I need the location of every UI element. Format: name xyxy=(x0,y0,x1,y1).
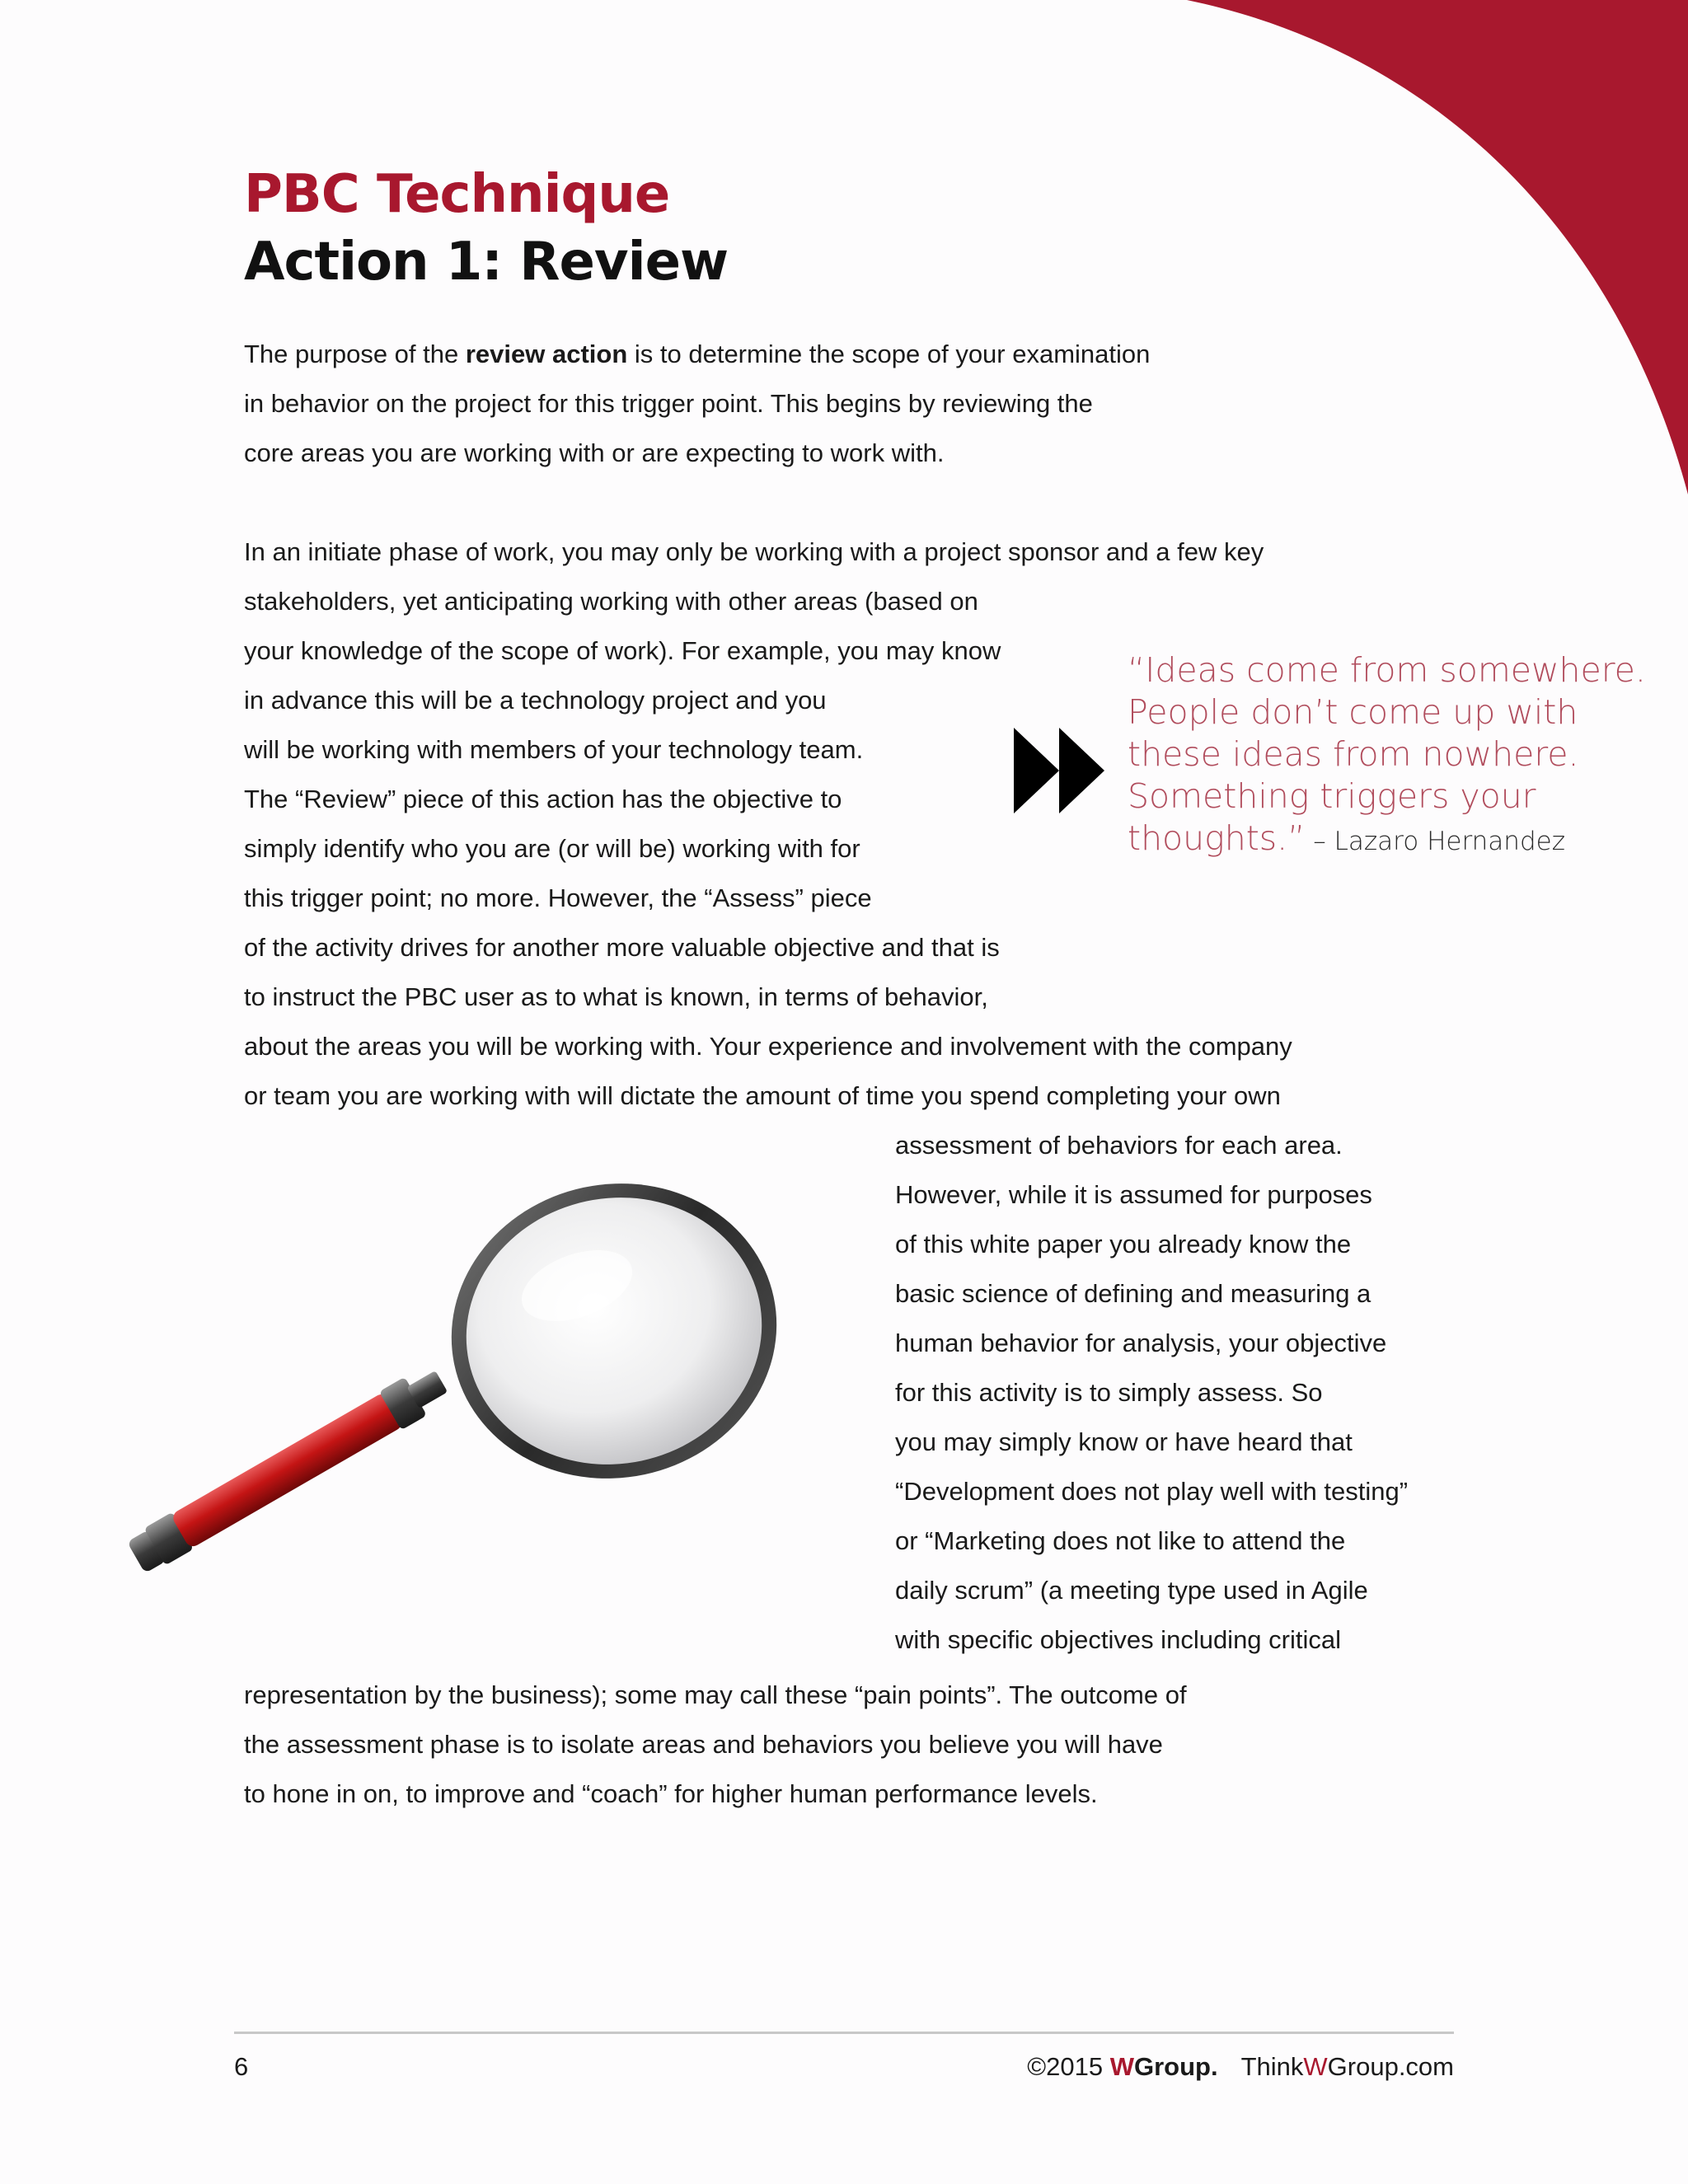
body-paragraph-bottom xyxy=(244,1671,1187,1819)
body-line: “Development does not play well with testing” xyxy=(895,1477,1409,1506)
footer-divider xyxy=(234,2032,1454,2034)
body-line: human behavior for analysis, your objective xyxy=(895,1329,1387,1357)
intro-line: in behavior on the project for this trigger point. This begins by reviewing the xyxy=(244,389,1093,418)
body-line: about the areas you will be working with. Your experience and involvement with the company xyxy=(244,1032,1292,1061)
body-line: this trigger point; no more. However, the “Assess” piece xyxy=(244,883,872,912)
magnifying-glass-icon xyxy=(115,1162,791,1607)
website-link[interactable] xyxy=(1241,2052,1454,2081)
intro-bold-term: review action xyxy=(465,340,628,368)
body-line: the assessment phase is to isolate areas and behaviors you believe you will have xyxy=(244,1730,1163,1759)
quote-line: these ideas from nowhere. xyxy=(1128,734,1579,774)
website-w: W xyxy=(1303,2052,1328,2081)
quote-text: thoughts.” xyxy=(1128,818,1306,858)
body-line: of this white paper you already know the xyxy=(895,1230,1352,1258)
intro-line xyxy=(244,330,1150,379)
body-line: of the activity drives for another more valuable objective and that is xyxy=(244,933,1000,962)
page-title xyxy=(244,161,728,296)
body-line: your knowledge of the scope of work). For example, you may know xyxy=(244,636,1001,665)
brand-name: Group. xyxy=(1133,2052,1218,2081)
pull-quote xyxy=(1128,649,1655,863)
body-line: with specific objectives including critical xyxy=(895,1625,1342,1654)
body-line: to instruct the PBC user as to what is known, in terms of behavior, xyxy=(244,982,988,1011)
body-paragraph-right xyxy=(895,1121,1408,1665)
quote-line: Something triggers your xyxy=(1128,776,1536,816)
quote-line xyxy=(1128,818,1655,863)
body-line: basic science of defining and measuring a xyxy=(895,1279,1372,1308)
footer-credit xyxy=(1027,2052,1454,2082)
body-line: representation by the business); some may call these “pain points”. The outcome of xyxy=(244,1680,1187,1709)
quote-author: – Lazaro Hernandez xyxy=(1305,827,1565,856)
intro-line: core areas you are working with or are expecting to work with. xyxy=(244,438,945,467)
copyright-text: ©2015 xyxy=(1027,2052,1110,2081)
body-line: or team you are working with will dictate the amount of time you spend completing your own xyxy=(244,1081,1281,1110)
body-line: for this activity is to simply assess. So xyxy=(895,1378,1323,1407)
quote-line: “Ideas come from somewhere. xyxy=(1128,650,1646,690)
body-line: assessment of behaviors for each area. xyxy=(895,1131,1343,1160)
intro-text: is to determine the scope of your examination xyxy=(627,340,1151,368)
body-line: daily scrum” (a meeting type used in Agile xyxy=(895,1576,1368,1605)
body-line: The “Review” piece of this action has the objective to xyxy=(244,785,842,813)
body-line: or “Marketing does not like to attend the xyxy=(895,1526,1346,1555)
page-title-technique: PBC Technique xyxy=(244,164,670,225)
body-line: you may simply know or have heard that xyxy=(895,1427,1353,1456)
body-line: In an initiate phase of work, you may only be working with a project sponsor and a few key xyxy=(244,537,1264,566)
page-number: 6 xyxy=(234,2052,249,2081)
intro-text: The purpose of the xyxy=(244,340,466,368)
body-line: to hone in on, to improve and “coach” for higher human performance levels. xyxy=(244,1779,1098,1808)
intro-paragraph xyxy=(244,330,1150,478)
brand-w: W xyxy=(1109,2052,1134,2081)
body-line: stakeholders, yet anticipating working with other areas (based on xyxy=(244,587,978,616)
fast-forward-icon xyxy=(1014,728,1104,813)
website-text: Think xyxy=(1240,2052,1304,2081)
website-text: Group.com xyxy=(1327,2052,1454,2081)
body-line: in advance this will be a technology project and you xyxy=(244,686,827,715)
page-title-action: Action 1: Review xyxy=(244,232,729,293)
body-line: simply identify who you are (or will be) working with for xyxy=(244,834,860,863)
body-line: will be working with members of your technology team. xyxy=(244,735,864,764)
body-line: However, while it is assumed for purposes xyxy=(895,1180,1372,1209)
quote-line: People don’t come up with xyxy=(1128,692,1578,732)
